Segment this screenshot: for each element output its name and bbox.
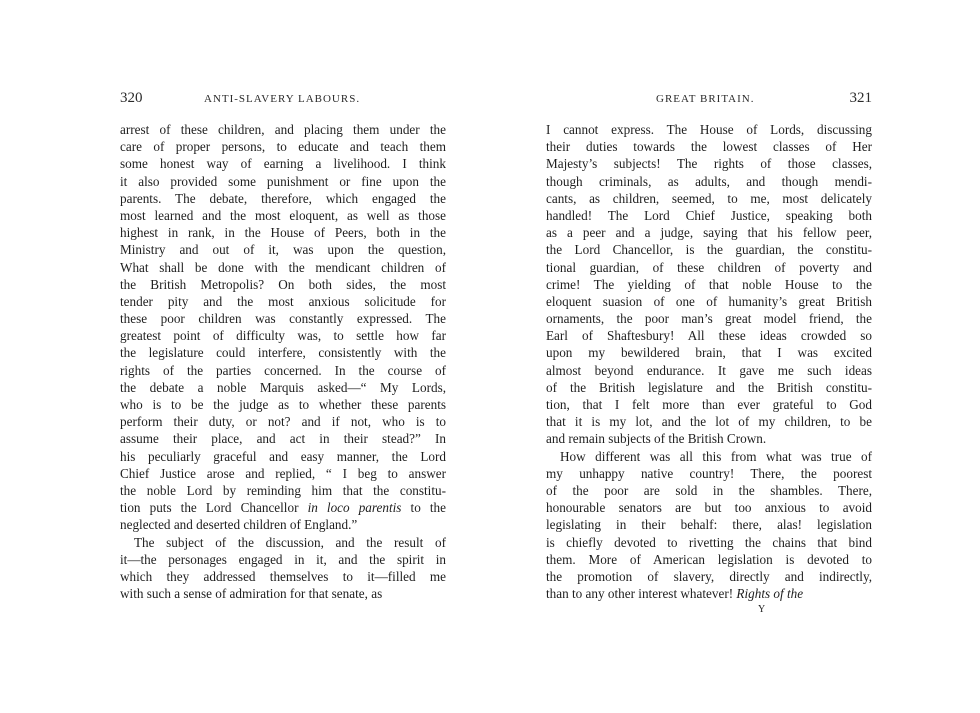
left-text-line: with such a sense of admiration for that senate, as: [120, 586, 383, 602]
right-text-line: legislating in their behalf: there, alas! legislation: [546, 517, 872, 533]
line-text-segment: than to any other interest whatever!: [546, 586, 737, 602]
right-text-line: almost beyond endurance. It gave me such ideas: [546, 362, 872, 378]
left-text-line: these poor children was constantly expressed. The: [120, 311, 446, 327]
right-text-line: that it is my lot, and the lot of my children, to be: [546, 414, 872, 430]
right-text-line: eloquent suasion of one of humanity’s great British: [546, 293, 872, 309]
italic-phrase: in loco parentis: [307, 500, 402, 516]
right-text-line: and remain subjects of the British Crown.: [546, 431, 767, 447]
line-text-segment: tion puts the Lord Chancellor: [120, 500, 308, 516]
right-text-line: them. More of American legislation is devoted to: [546, 551, 872, 567]
left-text-line: Chief Justice arose and replied, “ I beg to answer: [120, 465, 446, 481]
left-text-line: highest in rank, in the House of Peers, both in the: [120, 225, 446, 241]
right-text-line: tion, that I felt more than ever grateful to God: [546, 397, 872, 412]
right-text-line: of the British legislature and the British constitu-: [546, 379, 872, 395]
left-running-title: ANTI-SLAVERY LABOURS.: [204, 93, 361, 105]
left-text-line: some honest way of earning a livelihood. I think: [120, 156, 446, 172]
left-text-line: it—the personages engaged in it, and the spirit in: [120, 551, 446, 567]
left-text-line: tender pity and the most anxious solicitude for: [120, 293, 446, 309]
left-text-line: What shall be done with the mendicant children of: [120, 259, 446, 275]
right-text-line: tional guardian, of these children of poverty and: [546, 259, 872, 275]
left-text-line: most learned and the most eloquent, as well as those: [120, 207, 446, 223]
right-text-line: How different was all this from what was true of: [560, 448, 872, 464]
right-text-line: their duties towards the lowest classes of Her: [546, 139, 872, 155]
left-text-line: the debate a noble Marquis asked—“ My Lords,: [120, 379, 446, 395]
right-text-line: of the poor are sold in the shambles. There,: [546, 482, 872, 498]
left-text-line: care of proper persons, to educate and teach them: [120, 139, 446, 155]
right-text-line: handled! The Lord Chief Justice, speaking both: [546, 207, 872, 223]
left-text-line: Ministry and out of it, was upon the question,: [120, 242, 446, 258]
left-text-column: [120, 121, 446, 602]
signature-mark: Y: [758, 604, 767, 615]
left-text-line: who is to be the judge as to whether these parents: [120, 397, 446, 412]
left-text-line: neglected and deserted children of England.”: [120, 517, 358, 533]
right-text-line: I cannot express. The House of Lords, discussing: [546, 122, 872, 137]
right-page: [490, 0, 980, 713]
right-text-line: though criminals, as adults, and though mendi-: [546, 173, 872, 189]
right-text-line: as a peer and a judge, saying that his fellow peer,: [546, 225, 872, 241]
left-text-line: the British Metropolis? On both sides, the most: [120, 276, 446, 292]
left-running-head: [120, 90, 446, 109]
right-text-line: the promotion of slavery, directly and indirectly,: [546, 568, 872, 584]
left-text-line: his peculiarly graceful and easy manner, the Lord: [120, 448, 446, 464]
line-text-segment: to the: [401, 500, 447, 516]
left-text-line: the legislature could interfere, consistently with the: [120, 345, 446, 361]
left-text-line: assume their place, and act in their stead?” In: [120, 431, 446, 447]
left-text-line: arrest of these children, and placing them under the: [120, 122, 446, 137]
right-text-line: the Lord Chancellor, is the guardian, the constitu-: [546, 242, 872, 258]
left-text-line: rights of the parties concerned. In the course of: [120, 362, 446, 378]
left-text-line: [120, 499, 446, 516]
italic-phrase: Rights of the: [736, 586, 804, 602]
right-text-line: ornaments, the poor man’s great model friend, the: [546, 311, 872, 327]
left-text-line: the noble Lord by reminding him that the constitu-: [120, 482, 446, 498]
left-text-line: which they addressed themselves to it—filled me: [120, 568, 446, 584]
left-text-line: it also provided some punishment or fine upon the: [120, 173, 446, 189]
right-text-line: upon my bewildered brain, that I was excited: [546, 345, 872, 361]
left-text-line: parents. The debate, therefore, which engaged the: [120, 190, 446, 206]
left-page-number: 320: [120, 90, 143, 106]
left-text-line: The subject of the discussion, and the result of: [134, 534, 446, 550]
right-page-number: 321: [849, 90, 872, 106]
right-text-line: Majesty’s subjects! The rights of those classes,: [546, 156, 872, 172]
right-text-line: crime! The yielding of that noble House to the: [546, 276, 872, 292]
right-text-line: Earl of Shaftesbury! All these ideas crowded so: [546, 328, 872, 344]
right-text-line: cants, as children, seemed, to me, most delicately: [546, 190, 872, 206]
right-text-column: [546, 121, 872, 602]
right-text-line: my unhappy native country! There, the poorest: [546, 465, 872, 481]
left-text-line: perform their duty, or not? and if not, who is to: [120, 414, 446, 430]
right-running-title: GREAT BRITAIN.: [656, 93, 755, 105]
right-text-line: is chiefly devoted to rivetting the chains that bind: [546, 534, 872, 550]
right-text-line: [546, 585, 872, 602]
left-text-line: greatest point of difficulty was, to settle how far: [120, 328, 446, 344]
right-text-line: honourable senators are but too anxious to avoid: [546, 500, 872, 516]
right-running-head: [546, 90, 872, 109]
